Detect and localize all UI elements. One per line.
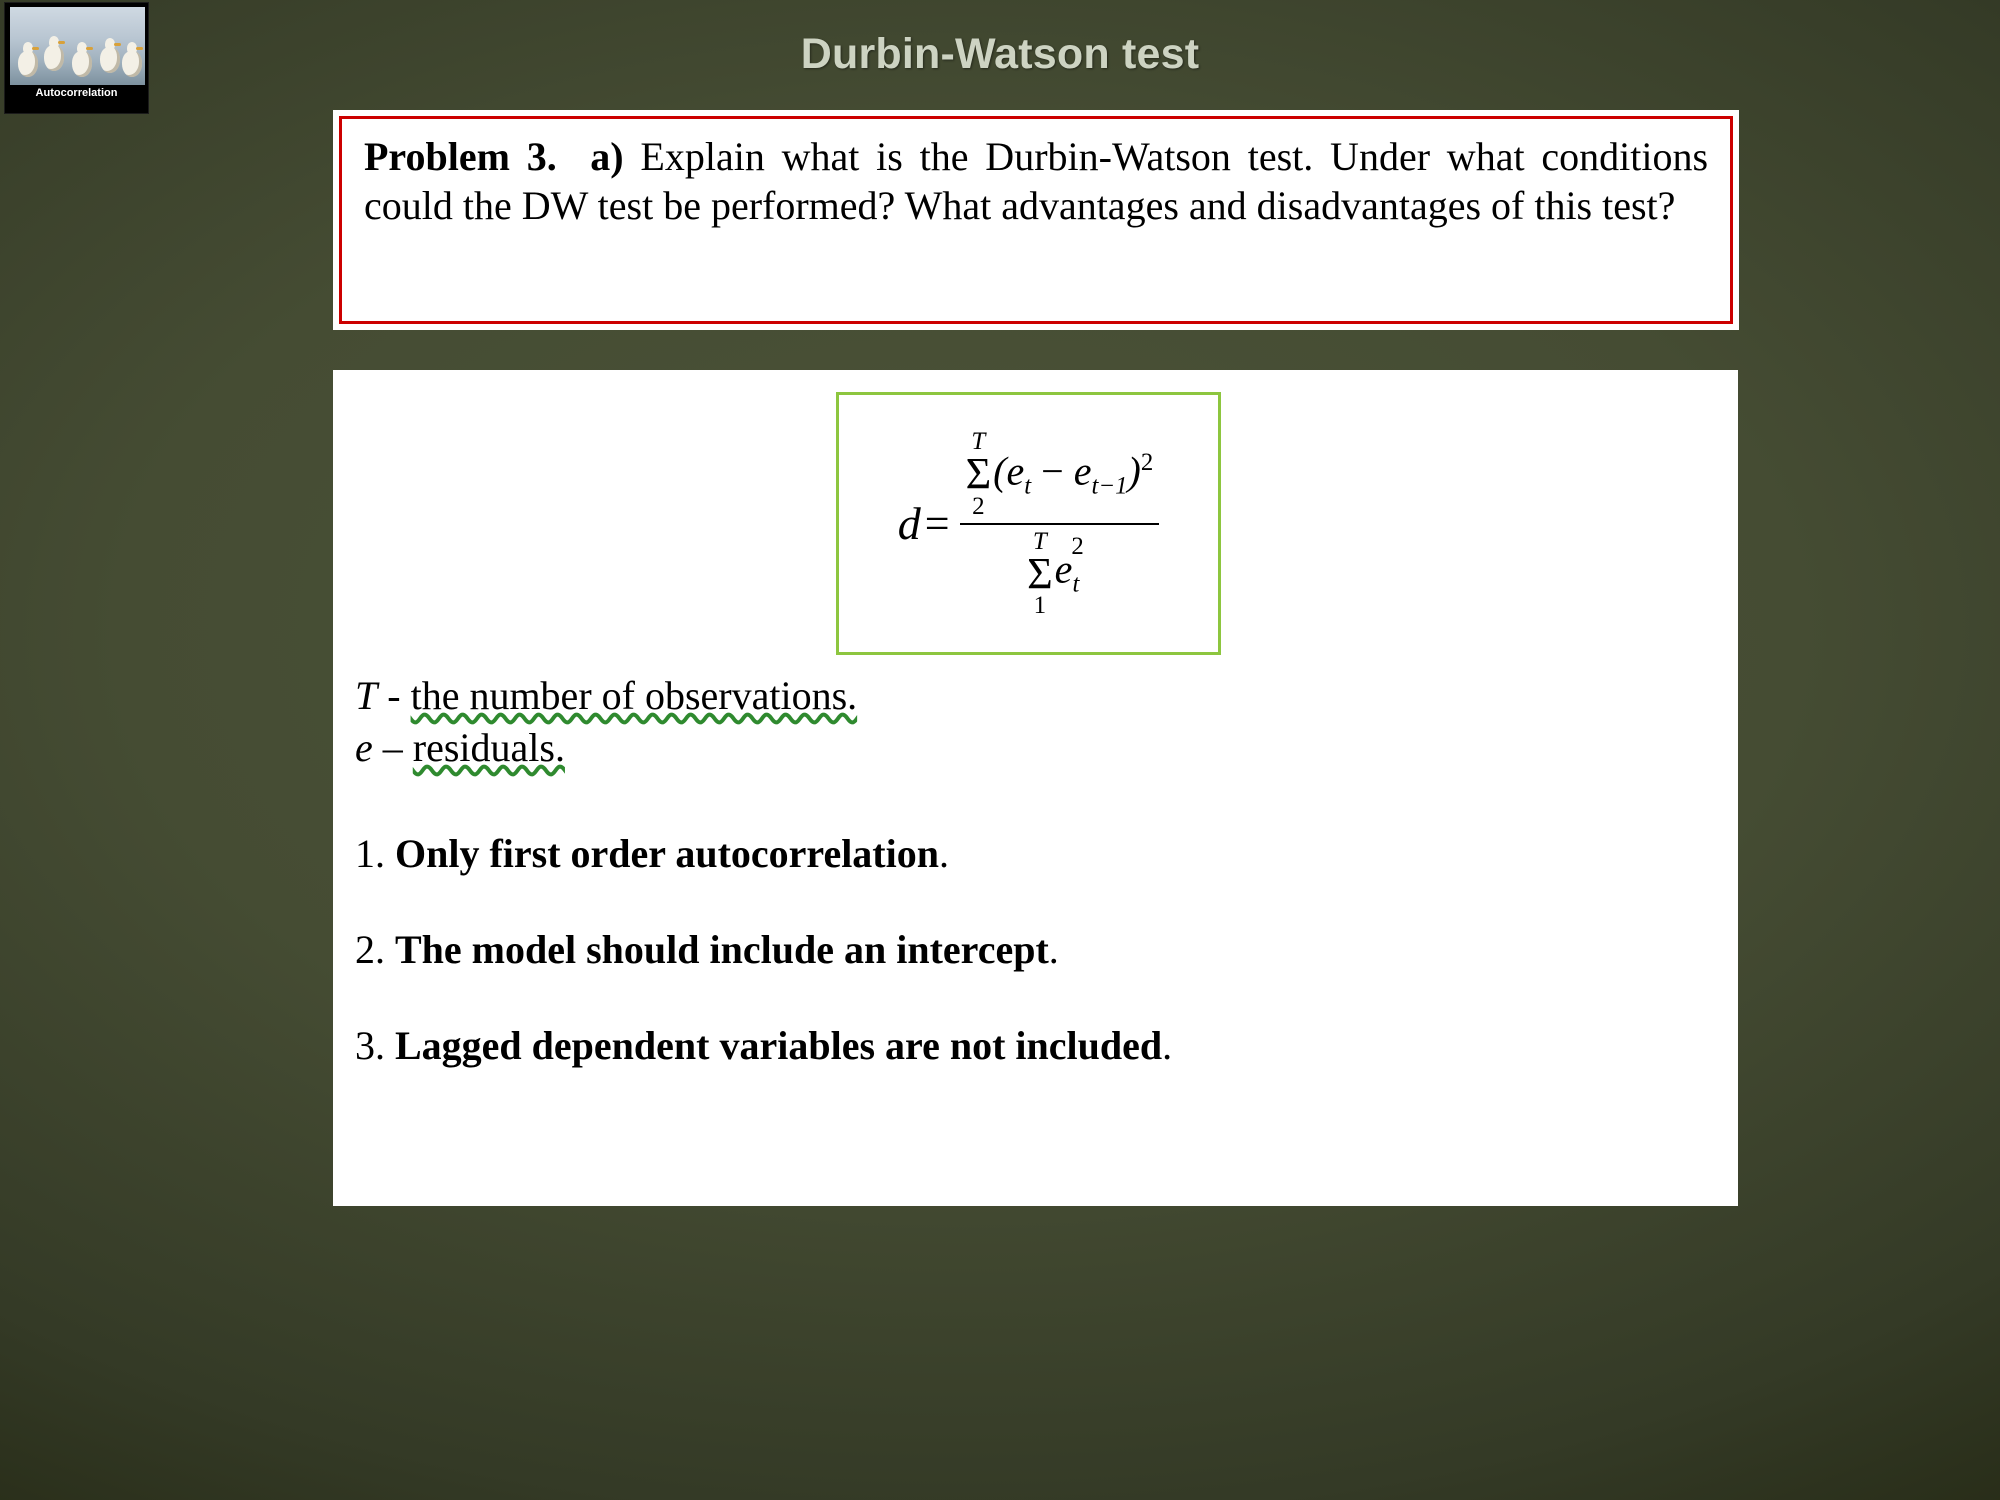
definition-symbol: e xyxy=(355,725,373,770)
numerator-lower-limit: 2 xyxy=(972,492,985,520)
page-title: Durbin-Watson test xyxy=(800,30,1200,78)
condition-tail: . xyxy=(1048,927,1059,972)
formula-d-symbol: d xyxy=(897,498,921,549)
problem-body: Explain what is the Durbin-Watson test. Under what conditions could the DW test be performed? What advantages and disadvantages of this test? xyxy=(364,134,1709,228)
ducks-image xyxy=(10,7,145,85)
conditions-list xyxy=(355,830,1695,1118)
numerator-upper-limit: T xyxy=(971,427,986,455)
symbol-definitions xyxy=(355,670,857,774)
dw-formula-box xyxy=(836,392,1221,655)
denominator-lower-limit: 1 xyxy=(1033,592,1047,620)
denominator-sigma xyxy=(1027,529,1053,619)
problem-label: Problem 3. xyxy=(364,134,557,179)
denominator-expression: $e_t^2$ xyxy=(1054,532,1084,597)
definition-dash: - xyxy=(387,673,401,718)
condition-text: Lagged dependent variables are not included xyxy=(395,1023,1163,1068)
slide-thumbnail xyxy=(4,2,149,114)
formula-numerator xyxy=(960,429,1160,519)
sigma-icon: Σ xyxy=(1027,548,1053,598)
list-item xyxy=(355,830,1695,877)
condition-text: The model should include an intercept xyxy=(395,927,1049,972)
definition-text: residuals. xyxy=(412,725,565,770)
numerator-expression: $(e_t - e_{t-1})^2$ xyxy=(993,448,1154,500)
sigma-icon: Σ xyxy=(965,448,992,498)
condition-tail: . xyxy=(1162,1023,1173,1068)
definition-T xyxy=(355,670,857,722)
list-item xyxy=(355,1022,1695,1069)
condition-text: Only first order autocorrelation xyxy=(395,831,939,876)
definition-dash: – xyxy=(382,725,403,770)
condition-number: 1. xyxy=(355,831,385,876)
formula-denominator xyxy=(1021,529,1098,619)
content-panel xyxy=(333,370,1738,1206)
dw-formula xyxy=(839,395,1218,652)
condition-tail: . xyxy=(938,831,949,876)
fraction-bar xyxy=(960,523,1160,525)
condition-number: 2. xyxy=(355,927,385,972)
formula-fraction xyxy=(960,429,1160,618)
thumbnail-caption: Autocorrelation xyxy=(35,87,118,99)
definition-e xyxy=(355,722,857,774)
definition-symbol: T xyxy=(355,673,378,718)
list-item xyxy=(355,926,1695,973)
formula-equals: = xyxy=(924,499,950,548)
denominator-upper-limit: T xyxy=(1032,527,1047,555)
problem-panel xyxy=(333,110,1739,330)
condition-number: 3. xyxy=(355,1023,385,1068)
problem-border xyxy=(339,116,1733,324)
problem-text xyxy=(364,133,1708,231)
definition-text: the number of observations. xyxy=(410,673,858,718)
numerator-sigma xyxy=(966,429,992,519)
problem-part: a) xyxy=(590,134,624,179)
